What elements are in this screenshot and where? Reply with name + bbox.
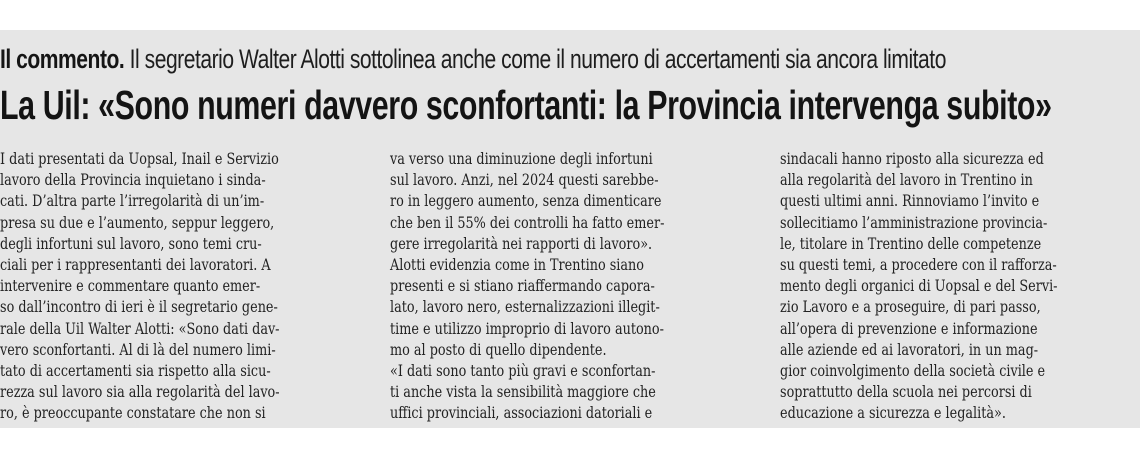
- text-line: so dall’incontro di ieri è il segretario gene-: [0, 297, 278, 317]
- headline: La Uil: «Sono numeri davvero sconfortanti: la Provincia intervenga subito»: [0, 82, 1052, 128]
- text-line: soprattutto della scuola nei percorsi di: [780, 382, 1032, 402]
- text-line: uffici provinciali, associazioni datoriali e: [390, 403, 653, 423]
- text-line: «I dati sono tanto più gravi e sconfortan-: [390, 361, 656, 381]
- article-column-2: [390, 148, 664, 424]
- text-line: sollecitiamo l’amministrazione provincia-: [780, 212, 1048, 232]
- text-line: degli infortuni sul lavoro, sono temi cru-: [0, 233, 262, 253]
- text-line: sul lavoro. Anzi, nel 2024 questi sarebbe-: [390, 170, 659, 190]
- text-line: ti anche vista la sensibilità maggiore che: [390, 382, 656, 402]
- text-line: intervenire e commentare quanto emer-: [0, 276, 261, 296]
- text-line: I dati presentati da Uopsal, Inail e Servizio: [0, 149, 279, 168]
- text-line: che ben il 55% dei controlli ha fatto emer-: [390, 212, 665, 232]
- text-line: educazione a sicurezza e legalità».: [780, 403, 1006, 423]
- text-line: va verso una diminuzione degli infortuni: [390, 149, 653, 168]
- text-line: presenti e si stiano riaffermando capora-: [390, 276, 655, 296]
- text-line: Alotti evidenzia come in Trentino siano: [390, 255, 644, 275]
- text-line: presa su due e l’aumento, seppur leggero,: [0, 212, 275, 232]
- text-line: mo al posto di quello dipendente.: [390, 339, 607, 359]
- text-line: ciali per i rappresentanti dei lavoratori. A: [0, 255, 271, 275]
- kicker-label: Il commento.: [0, 44, 125, 74]
- text-line: cati. D’altra parte l’irregolarità di un’im-: [0, 191, 265, 211]
- text-line: gere irregolarità nei rapporti di lavoro».: [390, 233, 653, 253]
- text-line: all’opera di prevenzione e informazione: [780, 318, 1038, 338]
- article-column-3: [780, 148, 1058, 424]
- text-line: mento degli organici di Uopsal e del Servi-: [780, 276, 1058, 296]
- text-line: rezza sul lavoro sia alla regolarità del lavo-: [0, 382, 280, 402]
- text-line: alla regolarità del lavoro in Trentino in: [780, 170, 1033, 190]
- text-line: tato di accertamenti sia rispetto alla sicu-: [0, 361, 271, 381]
- text-line: time e utilizzo improprio di lavoro autono-: [390, 318, 664, 338]
- text-line: le, titolare in Trentino delle competenze: [780, 233, 1042, 253]
- text-line: ro in leggero aumento, senza dimenticare: [390, 191, 662, 211]
- text-line: questi ultimi anni. Rinnoviamo l’invito e: [780, 191, 1040, 211]
- text-line: lato, lavoro nero, esternalizzazioni illegit-: [390, 297, 660, 317]
- text-line: alle aziende ed ai lavoratori, in un mag-: [780, 339, 1039, 359]
- article-column-1: [0, 148, 280, 424]
- newspaper-clipping: [0, 30, 1140, 428]
- text-line: lavoro della Provincia inquietano i sinda-: [0, 170, 266, 190]
- text-line: gior coinvolgimento della società civile e: [780, 361, 1046, 381]
- kicker-text: Il segretario Walter Alotti sottolinea anche come il numero di accertamenti sia ancora limitato: [124, 44, 946, 74]
- kicker-line: [0, 44, 946, 75]
- text-line: sindacali hanno riposto alla sicurezza ed: [780, 149, 1044, 168]
- text-line: su questi temi, a procedere con il rafforza-: [780, 255, 1057, 275]
- text-line: ro, è preoccupante constatare che non si: [0, 403, 266, 423]
- text-line: rale della Uil Walter Alotti: «Sono dati dav-: [0, 318, 280, 338]
- text-line: zio Lavoro e a proseguire, di pari passo,: [780, 297, 1041, 317]
- text-line: vero sconfortanti. Al di là del numero limi-: [0, 339, 276, 359]
